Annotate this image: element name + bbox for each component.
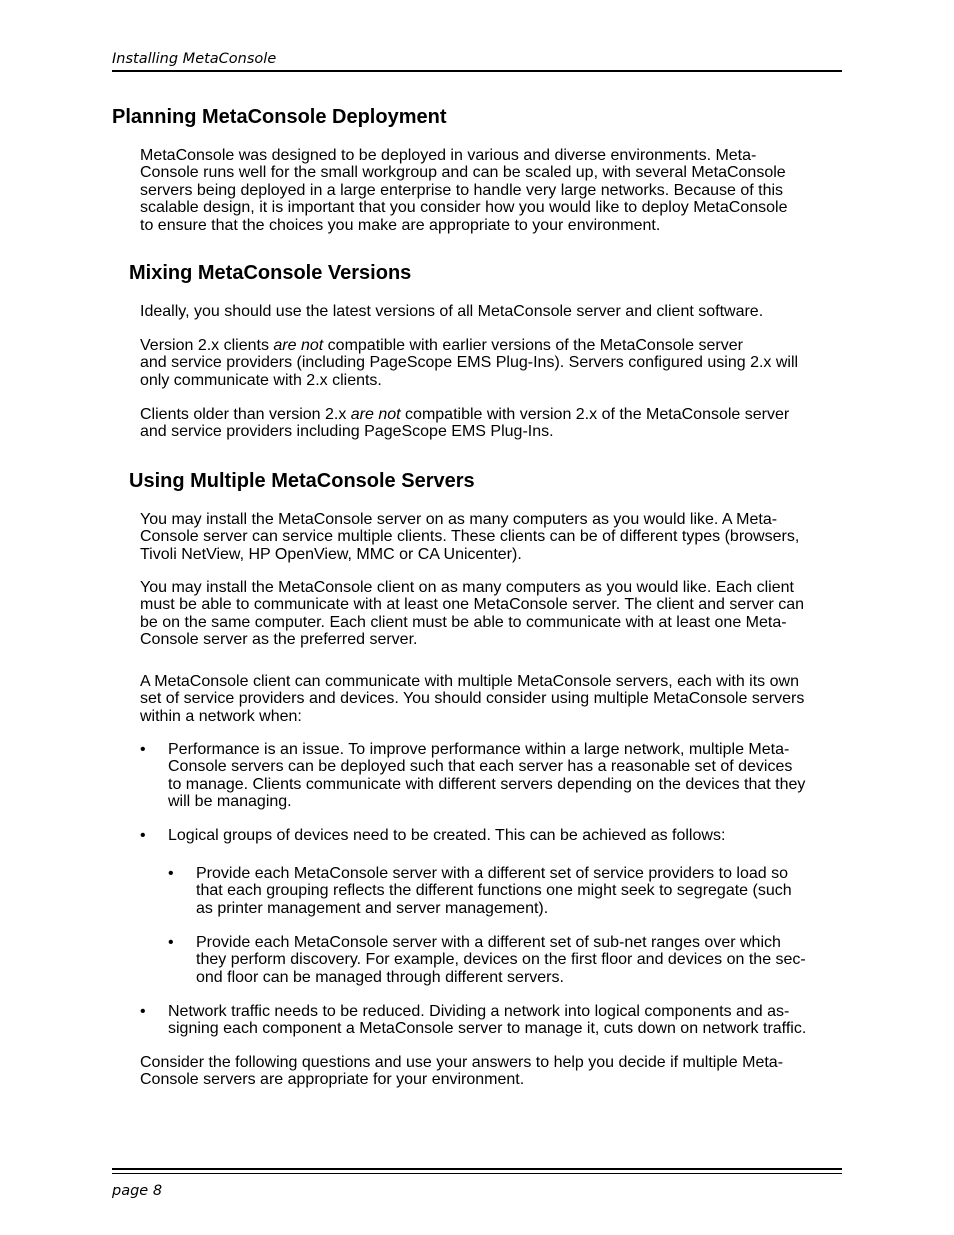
bullet-marker: •: [140, 1003, 146, 1020]
text-run: Version 2.x clients: [140, 337, 274, 354]
text-line: Performance is an issue. To improve performance within a large network, multiple Meta-: [168, 741, 790, 758]
text-line: must be able to communicate with at least one MetaConsole server. The client and server can: [140, 596, 805, 614]
text-line: will be managing.: [168, 793, 292, 811]
text-line: Consider the following questions and use your answers to help you decide if multiple Meta-: [140, 1054, 784, 1071]
footer-rule: [112, 1168, 842, 1170]
mixing-paragraph-3: [140, 406, 842, 441]
text-line: be on the same computer. Each client must be able to communicate with at least one Meta-: [140, 613, 787, 631]
text-line: Console servers are appropriate for your environment.: [140, 1071, 525, 1089]
text-line: You may install the MetaConsole server on as many computers as you would like. A Meta-: [140, 511, 778, 528]
bullet-performance: [168, 741, 805, 811]
servers-paragraph-1: [140, 511, 842, 563]
text-line: signing each component a MetaConsole server to manage it, cuts down on network traffic.: [168, 1020, 807, 1038]
text-line: as printer management and server management).: [196, 899, 549, 917]
text-line: Ideally, you should use the latest versions of all MetaConsole server and client software.: [140, 303, 764, 320]
text-line: only communicate with 2.x clients.: [140, 371, 382, 389]
section-heading-planning: Planning MetaConsole Deployment: [112, 106, 447, 128]
text-line: [140, 406, 842, 423]
text-line: Provide each MetaConsole server with a different set of sub-net ranges over which: [196, 934, 781, 951]
text-line: and service providers including PageScope EMS Plug-Ins.: [140, 423, 554, 441]
planning-paragraph: [140, 147, 842, 234]
sub-bullet-service-providers: [196, 865, 792, 917]
text-line: Logical groups of devices need to be created. This can be achieved as follows:: [168, 827, 726, 844]
bullet-marker: •: [140, 827, 146, 844]
servers-paragraph-3: [140, 673, 842, 725]
text-line: You may install the MetaConsole client on as many computers as you would like. Each client: [140, 579, 794, 596]
text-line: scalable design, it is important that you consider how you would like to deploy MetaConsole: [140, 199, 788, 217]
text-line: set of service providers and devices. You should consider using multiple MetaConsole servers: [140, 690, 805, 708]
servers-paragraph-2: [140, 579, 842, 649]
servers-paragraph-4: [140, 1054, 842, 1089]
text-line: Provide each MetaConsole server with a different set of service providers to load so: [196, 865, 788, 882]
text-line: [140, 337, 842, 354]
text-line: Network traffic needs to be reduced. Dividing a network into logical components and as-: [168, 1003, 790, 1020]
text-run: compatible with earlier versions of the MetaConsole server: [323, 337, 743, 354]
sub-bullet-subnet-ranges: [196, 934, 806, 986]
section-heading-multiple-servers: Using Multiple MetaConsole Servers: [129, 470, 475, 492]
text-line: A MetaConsole client can communicate with multiple MetaConsole servers, each with its own: [140, 673, 799, 690]
running-header: Installing MetaConsole: [112, 51, 277, 67]
bullet-marker: •: [140, 741, 146, 758]
text-line: Console runs well for the small workgroup and can be scaled up, with several MetaConsole: [140, 164, 786, 182]
header-rule: [112, 70, 842, 72]
footer-rule-thin: [112, 1173, 842, 1174]
text-line: Console server as the preferred server.: [140, 631, 418, 649]
text-line: ond floor can be managed through different servers.: [196, 968, 564, 986]
text-line: MetaConsole was designed to be deployed in various and diverse environments. Meta-: [140, 147, 757, 164]
text-line: Console servers can be deployed such that each server has a reasonable set of devices: [168, 758, 793, 776]
text-run: compatible with version 2.x of the MetaConsole server: [400, 406, 790, 423]
text-line: Tivoli NetView, HP OpenView, MMC or CA Unicenter).: [140, 545, 522, 563]
mixing-paragraph-1: [140, 303, 842, 320]
sub-bullet-marker: •: [168, 865, 174, 882]
text-line: servers being deployed in a large enterprise to handle very large networks. Because of this: [140, 181, 784, 199]
text-line: that each grouping reflects the different functions one might seek to segregate (such: [196, 882, 792, 900]
text-line: to ensure that the choices you make are appropriate to your environment.: [140, 216, 661, 234]
bullet-logical-groups: [168, 827, 725, 844]
emphasis-are-not: are not: [350, 406, 401, 423]
text-line: Console server can service multiple clients. These clients can be of different types (browsers,: [140, 528, 800, 546]
text-run: Clients older than version 2.x: [140, 406, 351, 423]
text-line: they perform discovery. For example, devices on the first floor and devices on the sec-: [196, 951, 806, 969]
text-line: and service providers (including PageScope EMS Plug-Ins). Servers configured using 2.x will: [140, 354, 799, 372]
mixing-paragraph-2: [140, 337, 842, 389]
text-line: to manage. Clients communicate with different servers depending on the devices that they: [168, 775, 806, 793]
sub-bullet-marker: •: [168, 934, 174, 951]
text-line: within a network when:: [140, 707, 302, 725]
bullet-network-traffic: [168, 1003, 806, 1038]
page-number: page 8: [112, 1183, 163, 1199]
emphasis-are-not: are not: [273, 337, 324, 354]
section-heading-mixing: Mixing MetaConsole Versions: [129, 262, 412, 284]
